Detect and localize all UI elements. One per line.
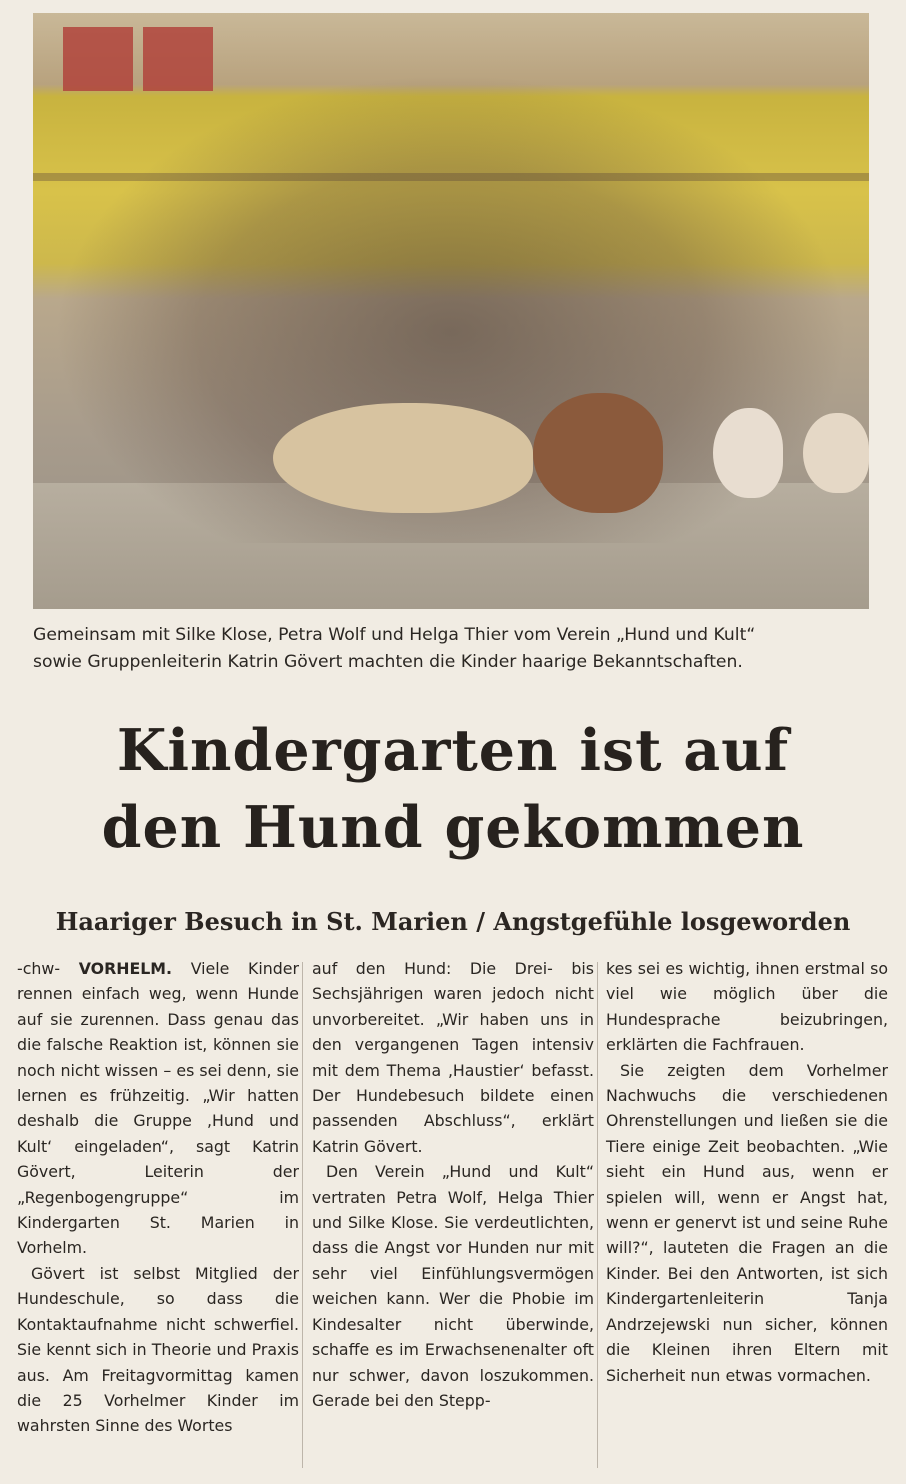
article-paragraph: auf den Hund: Die Drei- bis Sechsjährigen waren jedoch nicht unvorbereitet. „Wir haben uns in den vergangenen Tagen intensiv mit dem Thema ‚Haustier‘ befasst. Der Hundebesuch bildete einen passenden Abschluss“, erklärt Katrin Gövert. bbox=[312, 959, 594, 1156]
article-column-3 bbox=[606, 956, 888, 1388]
group-photo bbox=[33, 13, 869, 609]
dog-shape bbox=[533, 393, 663, 513]
article-column-2 bbox=[312, 956, 594, 1413]
dog-shape bbox=[273, 403, 533, 513]
author-tag: -chw- bbox=[17, 959, 61, 978]
article-column-1 bbox=[17, 956, 299, 1439]
article-paragraph: -chw- VORHELM. Viele Kinder rennen einfach weg, wenn Hunde auf sie zurennen. Dass genau das die falsche Reaktion ist, können sie noch nicht wissen – es sei denn, sie lernen es frühzeitig. „Wir hatten deshalb die Gruppe ‚Hund und Kult‘ eingeladen“, sagt Katrin Gövert, Leiterin der „Regenbogengruppe“ im Kindergarten St. Marien in Vorhelm. bbox=[17, 959, 300, 1258]
dog-shape bbox=[803, 413, 869, 493]
dateline: VORHELM. bbox=[78, 959, 173, 978]
column-divider bbox=[597, 962, 598, 1468]
dog-shape bbox=[713, 408, 783, 498]
photo-caption: Gemeinsam mit Silke Klose, Petra Wolf und Helga Thier vom Verein „Hund und Kult“ sowie Gruppenleiterin Katrin Gövert machten die Kinder haarige Bekanntschaften. bbox=[33, 625, 756, 672]
article-paragraph: kes sei es wichtig, ihnen erstmal so viel wie möglich über die Hundesprache beizubringen, erklärten die Fachfrauen. bbox=[606, 959, 888, 1055]
article-paragraph: Gövert ist selbst Mitglied der Hundeschule, so dass die Kontaktaufnahme nicht schwerfiel. Sie kennt sich in Theorie und Praxis aus. Am Freitagvormittag kamen die 25 Vorhelmer Kinder im wahrsten Sinne des Wortes bbox=[17, 1263, 299, 1436]
subheadline: Haariger Besuch in St. Marien / Angstgefühle losgeworden bbox=[55, 907, 851, 936]
headline: Kindergarten ist auf den Hund gekommen bbox=[101, 717, 805, 861]
article-paragraph: Sie zeigten dem Vorhelmer Nachwuchs die verschiedenen Ohrenstellungen und ließen sie die Tiere einige Zeit beobachten. „Wie sieht ein Hund aus, wenn er spielen will, wenn er Angst hat, wenn er genervt ist und seine Ruhe will?“, lauteten die Fragen an die Kinder. Bei den Antworten, ist sich Kindergartenleiterin Tanja Andrzejewski nun sicher, können die Kleinen ihren Eltern mit Sicherheit nun etwas vormachen. bbox=[606, 1060, 888, 1385]
column-divider bbox=[302, 962, 303, 1468]
article-paragraph: Den Verein „Hund und Kult“ vertraten Petra Wolf, Helga Thier und Silke Klose. Sie verdeutlichten, dass die Angst vor Hunden nur mit sehr viel Einfühlungsvermögen weichen kann. Wer die Phobie im Kindesalter nicht überwinde, schaffe es im Erwachsenenalter oft nur schwer, davon loszukommen. Gerade bei den Stepp- bbox=[312, 1162, 594, 1410]
